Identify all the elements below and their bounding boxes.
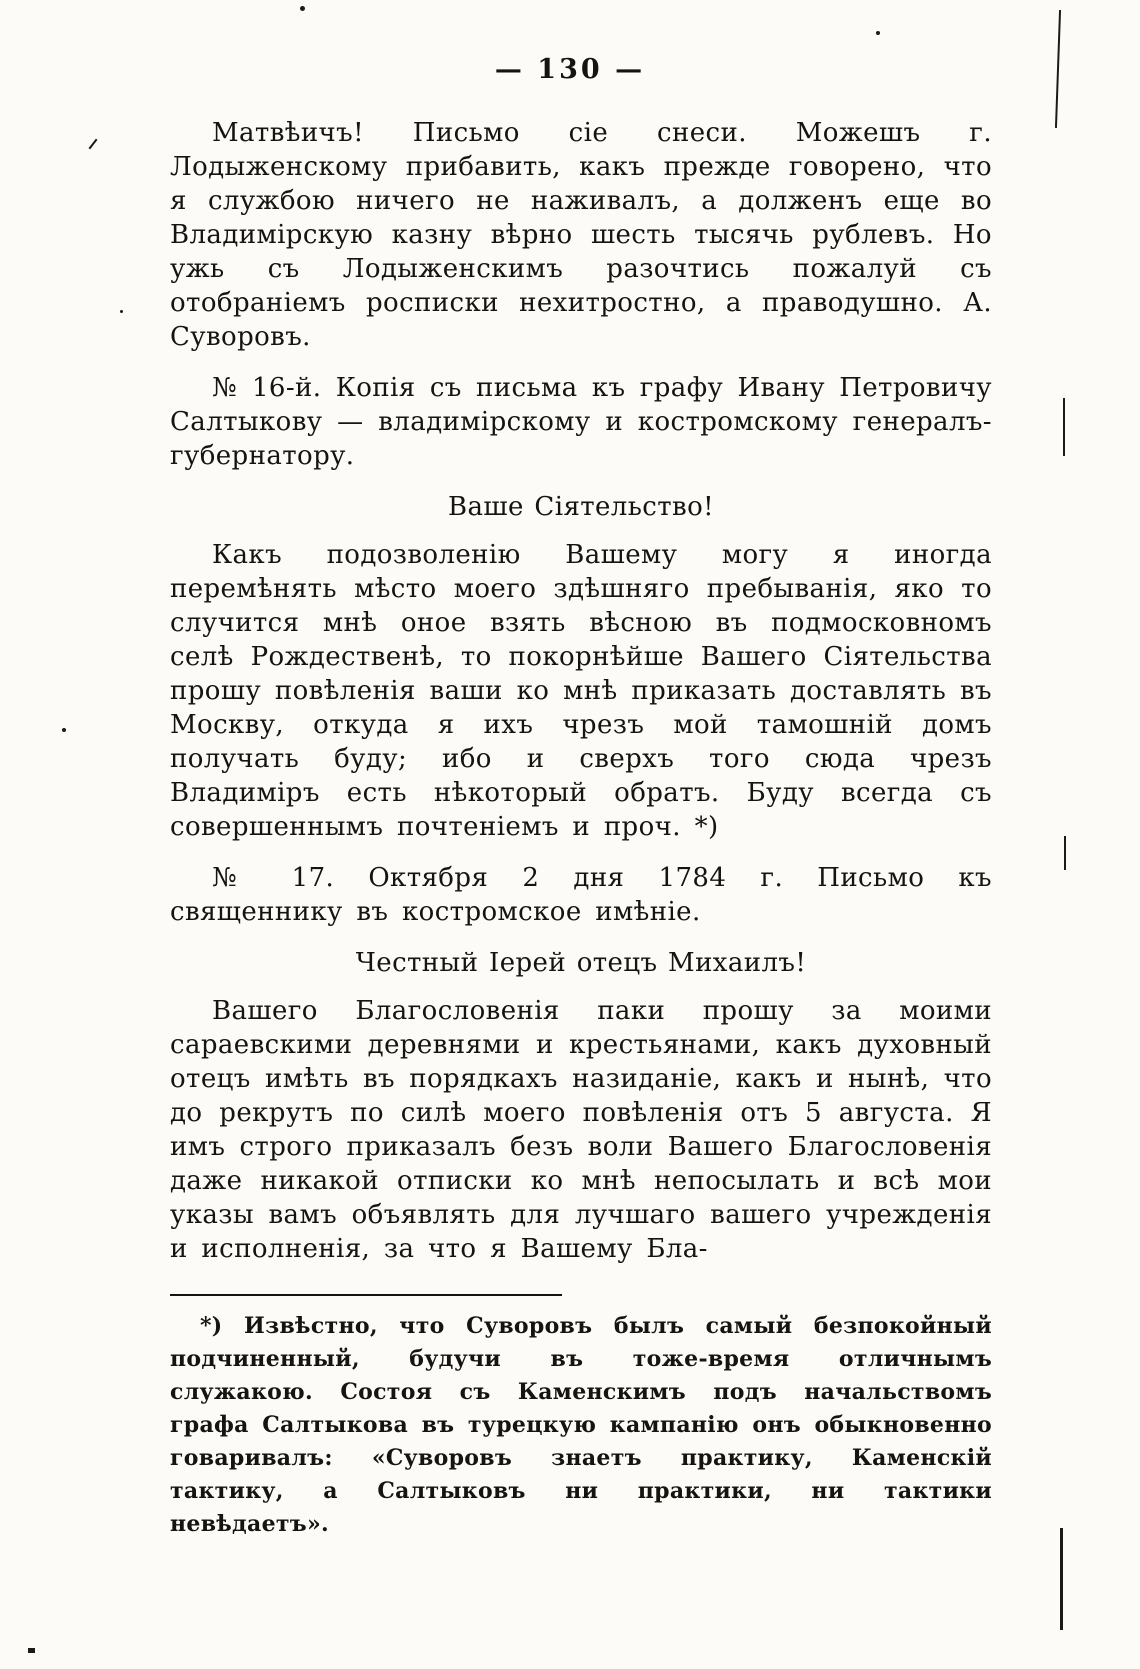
footnote-text: *) Извѣстно, что Суворовъ былъ самый безпокойный подчиненный, будучи въ тоже-время отличнымъ служакою. Состоя съ Каменскимъ подъ начальствомъ графа Салтыкова въ турецкую кампанію онъ обыкновенно говаривалъ: «Суворовъ знаетъ практику, Каменскій тактику, а Салтыковъ ни практики, ни тактики невѣдаетъ».	[170, 1313, 992, 1537]
page-text-block	[170, 116, 992, 1541]
paragraph-letter-17-body: Вашего Благословенія паки прошу за моими сараевскими деревнями и крестьянами, какъ духовный отецъ имѣть въ порядкахъ назиданіе, какъ и нынѣ, что до рекрутъ по силѣ моего повѣленія отъ 5 августа. Я имъ строго приказалъ безъ воли Вашего Благословенія даже никакой отписки ко мнѣ непосылать и всѣ мои указы вамъ объявлять для лучшаго вашего учрежденія и исполненія, за что я Вашему Бла-	[170, 996, 992, 1264]
scan-edge-line-bottom-right	[1060, 1528, 1063, 1630]
scan-mark-left-margin	[89, 139, 98, 150]
salutation-otec-mikhail: Честный Іерей отецъ Михаилъ!	[355, 948, 807, 978]
page-number: — 130 —	[494, 54, 646, 85]
scan-speck-left-margin	[62, 728, 66, 732]
salutation-vashe-siyatelstvo: Ваше Сіятельство!	[448, 492, 714, 522]
paragraph-letter-17-heading: № 17. Октября 2 дня 1784 г. Письмо къ священнику въ костромское имѣніе.	[170, 863, 992, 927]
scan-edge-line-mid2-right	[1064, 836, 1066, 870]
paragraph-letter-16-heading: № 16-й. Копія съ письма къ графу Ивану Петровичу Салтыкову — владимірскому и костромскому генералъ-губернатору.	[170, 373, 992, 471]
scan-speck-top-right	[876, 31, 880, 35]
scan-edge-line-mid-right	[1063, 398, 1065, 456]
scan-speck-left-margin-2	[120, 310, 123, 313]
paragraph-letter-16-body: Какъ подозволенію Вашему могу я иногда перемѣнять мѣсто моего здѣшняго пребыванія, яко то случится мнѣ оное взять вѣсною въ подмосковномъ селѣ Рождественѣ, то покорнѣйше Вашего Сіятельства прошу повѣленія ваши ко мнѣ приказать доставлять въ Москву, откуда я ихъ чрезъ мой тамошній домъ получать буду; ибо и сверхъ того сюда чрезъ Владиміръ есть нѣкоторый обратъ. Буду всегда съ совершеннымъ почтеніемъ и проч. *)	[170, 540, 992, 842]
scan-mark-bottom-left	[28, 1648, 35, 1653]
footnote-divider	[170, 1294, 562, 1296]
paragraph-letter-matveich: Матвѣичъ! Письмо сіе снеси. Можешъ г. Лодыженскому прибавить, какъ прежде говорено, что я службою ничего не наживалъ, а долженъ еще во Владимірскую казну вѣрно шесть тысячь рублевъ. Но ужь съ Лодыженскимъ разочтись пожалуй съ отобраніемъ росписки нехитростно, а праводушно. А. Суворовъ.	[170, 118, 992, 352]
scan-speck-top-center	[300, 6, 305, 11]
